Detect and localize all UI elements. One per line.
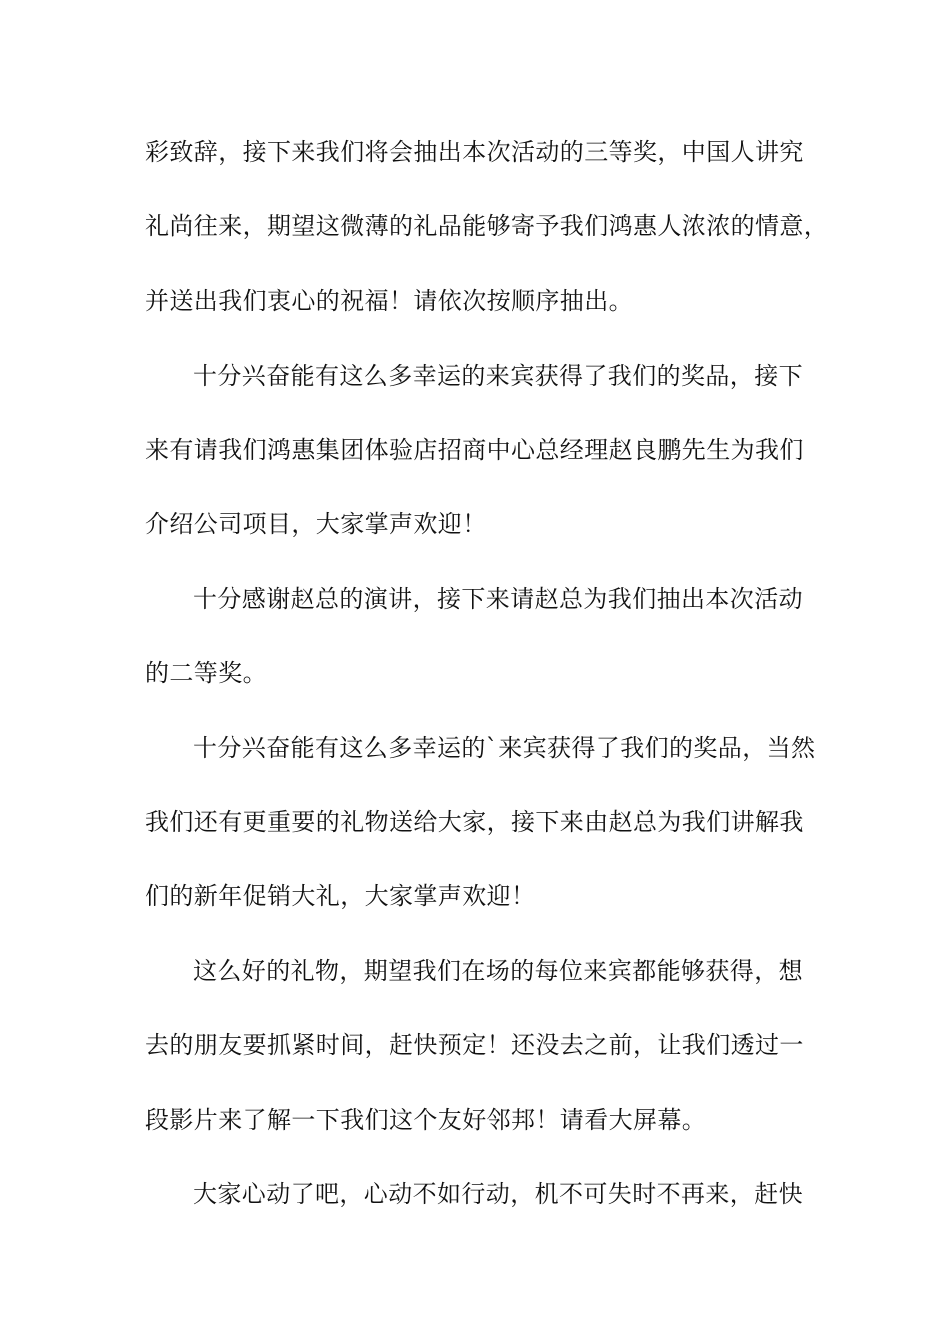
text-line-9: 十分兴奋能有这么多幸运的`来宾获得了我们的奖品，当然 xyxy=(193,734,816,762)
text-line-8: 的二等奖。 xyxy=(145,659,267,687)
text-line-5: 来有请我们鸿惠集团体验店招商中心总经理赵良鹏先生为我们 xyxy=(145,436,804,464)
text-line-12: 这么好的礼物，期望我们在场的每位来宾都能够获得，想 xyxy=(193,957,803,985)
text-line-3: 并送出我们衷心的祝福！请依次按顺序抽出。 xyxy=(145,287,633,315)
text-line-14: 段影片来了解一下我们这个友好邻邦！请看大屏幕。 xyxy=(145,1106,707,1134)
text-line-11: 们的新年促销大礼，大家掌声欢迎！ xyxy=(145,882,536,910)
text-line-4: 十分兴奋能有这么多幸运的来宾获得了我们的奖品，接下 xyxy=(193,362,803,390)
text-line-6: 介绍公司项目，大家掌声欢迎！ xyxy=(145,510,487,538)
text-line-15: 大家心动了吧，心动不如行动，机不可失时不再来，赶快 xyxy=(193,1180,803,1208)
text-line-10: 我们还有更重要的礼物送给大家，接下来由赵总为我们讲解我 xyxy=(145,808,804,836)
text-line-1: 彩致辞，接下来我们将会抽出本次活动的三等奖，中国人讲究 xyxy=(145,138,804,166)
text-line-7: 十分感谢赵总的演讲，接下来请赵总为我们抽出本次活动 xyxy=(193,585,803,613)
text-line-2: 礼尚往来，期望这微薄的礼品能够寄予我们鸿惠人浓浓的情意， xyxy=(145,212,829,240)
text-line-13: 去的朋友要抓紧时间，赶快预定！还没去之前，让我们透过一 xyxy=(145,1031,804,1059)
